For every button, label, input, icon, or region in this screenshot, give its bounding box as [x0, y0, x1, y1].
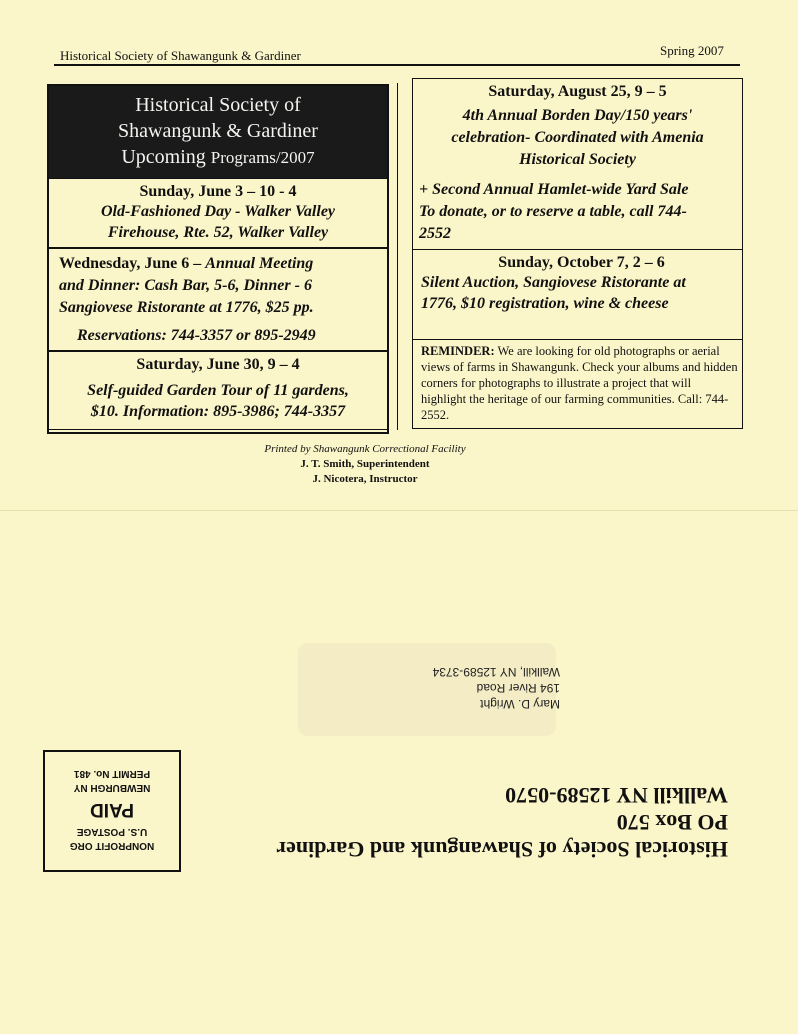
event-title: Saturday, August 25, 9 – 5 [488, 83, 667, 100]
event-detail: celebration- Coordinated with Amenia [451, 129, 704, 146]
upcoming-programs-box [47, 84, 389, 434]
yard-sale-note: + Second Annual Hamlet-wide Yard Sale To donate, or to reserve a table, call 744- 2552 [419, 181, 689, 242]
event-detail: Firehouse, Rte. 52, Walker Valley [107, 224, 329, 241]
printer-credits: Printed by Shawangunk Correctional Facility J. T. Smith, Superintendent J. Nicotera, Instructor [264, 443, 466, 485]
header-issue-date: Spring 2007 [660, 43, 724, 58]
return-address: Historical Society of Shawangunk and Gardiner PO Box 570 Wallkill NY 12589-0570 [276, 783, 728, 862]
event-title: Saturday, June 30, 9 – 4 [136, 356, 300, 373]
right-events-box [412, 78, 743, 429]
event-title: Sunday, June 3 – 10 - 4 [139, 183, 297, 200]
banner-line-1: Historical Society of [135, 94, 301, 116]
event-october-7 [413, 250, 742, 340]
event-detail: 4th Annual Borden Day/150 years' [462, 107, 693, 124]
event-detail: and Dinner: Cash Bar, 5-6, Dinner - 6 [59, 277, 312, 294]
event-detail: Historical Society [519, 151, 636, 168]
event-detail: Self-guided Garden Tour of 11 gardens, [87, 382, 349, 399]
column-divider [397, 83, 398, 430]
event-title: Sunday, October 7, 2 – 6 [498, 254, 665, 271]
event-reservations: Reservations: 744-3357 or 895-2949 [77, 327, 316, 344]
programs-banner [49, 86, 387, 178]
event-august-25 [413, 79, 742, 250]
event-detail: Old-Fashioned Day - Walker Valley [100, 203, 336, 220]
page-fold-line [0, 510, 798, 511]
postage-permit-indicia: NONPROFIT ORG U.S. POSTAGE PAID NEWBURGH NY PERMIT No. 481 [43, 750, 181, 872]
event-june-30 [48, 351, 388, 430]
event-detail: Sangiovese Ristorante at 1776, $25 pp. [59, 299, 314, 316]
event-detail: 1776, $10 registration, wine & cheese [421, 295, 669, 312]
event-june-6 [48, 248, 388, 351]
recipient-address: Mary D. Wright 194 River Road Wallkill, NY 12589-3734 [432, 665, 560, 711]
event-detail: $10. Information: 895-3986; 744-3357 [90, 403, 346, 420]
event-detail: Silent Auction, Sangiovese Ristorante at [421, 274, 686, 291]
banner-line-2: Shawangunk & Gardiner [118, 120, 318, 142]
banner-line-3: Upcoming Programs/2007 [121, 146, 315, 168]
event-title: Wednesday, June 6 – Annual Meeting [59, 255, 314, 272]
reminder-note: REMINDER: We are looking for old photographs or aerial views of farms in Shawangunk. Check your albums and hidden corners for photographs to illustrate a project that will highlight the heritage of our farming communities. Call: 744-2552. [421, 344, 738, 422]
event-june-3 [48, 178, 388, 248]
header-society-name: Historical Society of Shawangunk & Gardiner [60, 48, 301, 63]
header-rule [54, 64, 740, 66]
